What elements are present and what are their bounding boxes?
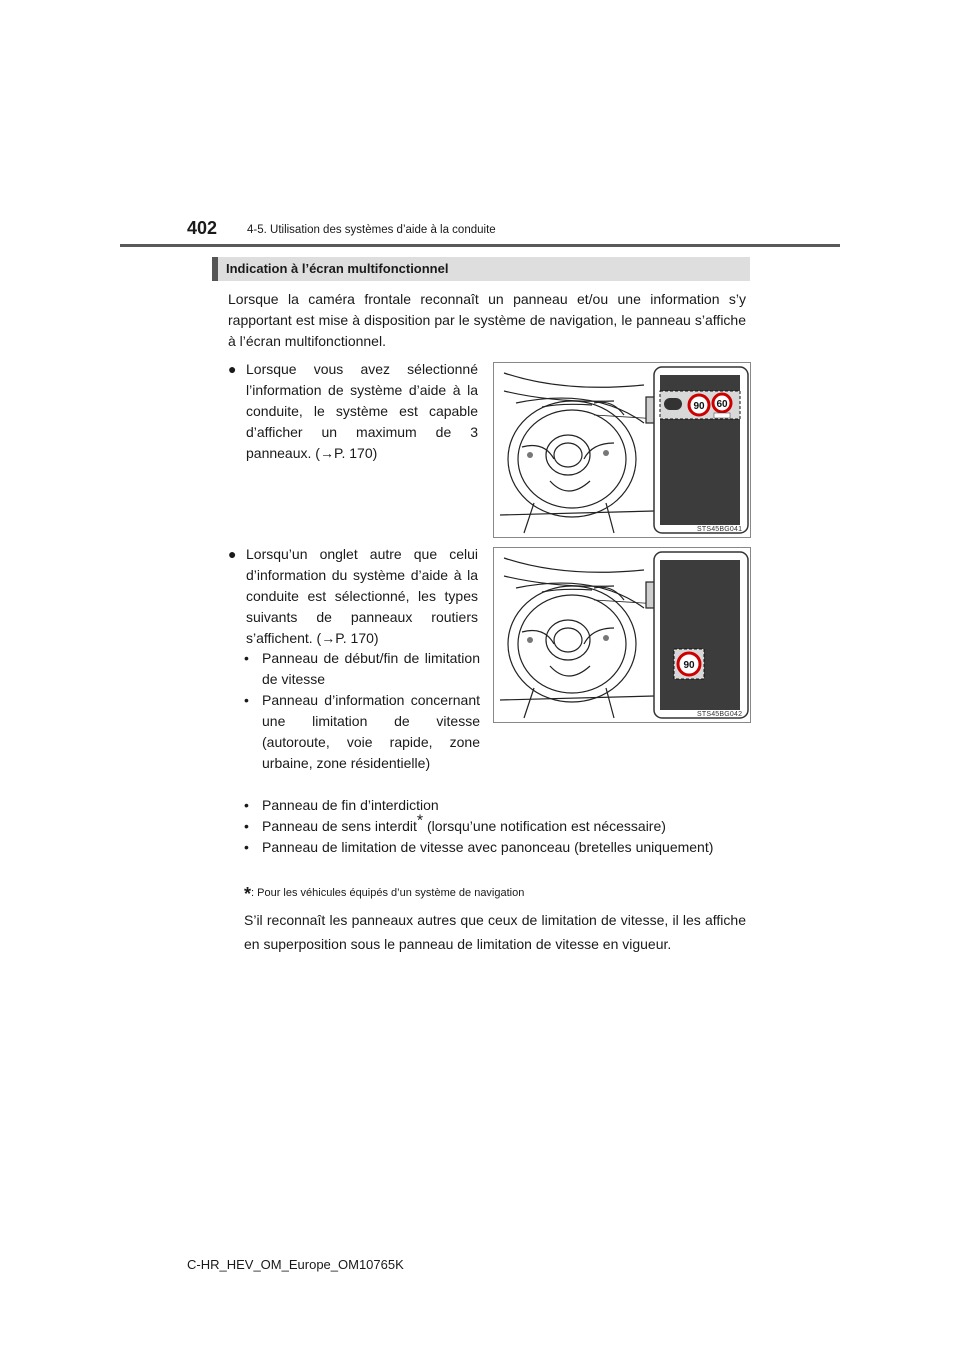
sub-bullet-icon: •	[244, 650, 249, 666]
footer-document-id: C-HR_HEV_OM_Europe_OM10765K	[187, 1257, 404, 1272]
sub-item-text-2: Panneau d’information concernant une limitation de vitesse (autoroute, voie rapide, zone urbaine, zone résidentielle)	[262, 692, 480, 771]
bullet-item-1	[228, 359, 478, 469]
bullet-dot-icon: ●	[228, 361, 237, 377]
footnote-marker: *	[416, 812, 424, 830]
bullet-dot-icon: ●	[228, 546, 237, 562]
sub-item-text-4-note: (lorsqu’une notification est nécessaire)	[427, 818, 666, 834]
bullet-text-1: Lorsque vous avez sélectionné l’information de système d’aide à la conduite, le système est capable d’afficher un maximum de 3 panneaux. (→P. 170)	[246, 361, 478, 461]
sub-bullet-icon: •	[244, 797, 249, 813]
header-rule	[120, 244, 840, 247]
multi-info-display	[660, 560, 740, 710]
closing-paragraph: S’il reconnaît les panneaux autres que ceux de limitation de vitesse, il les affiche en superposition sous le panneau de limitation de vitesse en vigueur.	[244, 912, 746, 952]
footnote-text: : Pour les véhicules équipés d’un système de navigation	[251, 887, 525, 899]
dashboard-illustration-1	[494, 363, 750, 537]
sub-item-text-3: Panneau de fin d’interdiction	[262, 797, 439, 813]
section-title: 4-5. Utilisation des systèmes d’aide à la conduite	[247, 224, 496, 236]
footnote-asterisk: *	[244, 884, 252, 904]
intro-paragraph: Lorsque la caméra frontale reconnaît un panneau et/ou une information s’y rapportant est mise à disposition par le système de navigation, le panneau s’affiche à l’écran multifonctionnel.	[228, 291, 746, 349]
sub-item-text-4: Panneau de sens interdit	[262, 818, 417, 834]
sub-bullet-icon: •	[244, 818, 249, 834]
figure-code-2: STS45BG042	[697, 711, 743, 718]
sub-bullet-icon: •	[244, 692, 249, 708]
figure-code-1: STS45BG041	[697, 526, 743, 533]
footnote	[244, 884, 746, 905]
bullet-item-2	[228, 544, 478, 649]
section-heading	[212, 257, 750, 281]
sub-item-4	[244, 812, 746, 837]
bullet-text-2: Lorsqu’un onglet autre que celui d’information du système d’aide à la conduite est sélectionné, les types suivants de panneaux routiers s’affichent. (→P. 170)	[246, 546, 478, 646]
fig2-sign-label: 90	[683, 660, 695, 671]
sub-item-5	[244, 837, 746, 879]
figure-dashboard-1	[493, 362, 751, 538]
figure-dashboard-2	[493, 547, 751, 723]
heading-text: Indication à l’écran multifonctionnel	[226, 261, 449, 276]
sub-item-text-1: Panneau de début/fin de limitation de vitesse	[262, 650, 480, 687]
fig1-sign-label-1: 90	[693, 401, 705, 412]
sub-item-text-5: Panneau de limitation de vitesse avec panonceau (bretelles uniquement)	[262, 839, 714, 855]
page-number: 402	[187, 218, 218, 238]
heading-accent-bar	[212, 257, 218, 281]
sub-item-3	[244, 795, 746, 816]
sub-item-2	[244, 690, 480, 795]
dashboard-illustration-2	[494, 548, 750, 722]
sub-bullet-icon: •	[244, 839, 249, 855]
sub-item-1	[244, 648, 480, 690]
fig1-sign-label-2: 60	[716, 399, 728, 410]
